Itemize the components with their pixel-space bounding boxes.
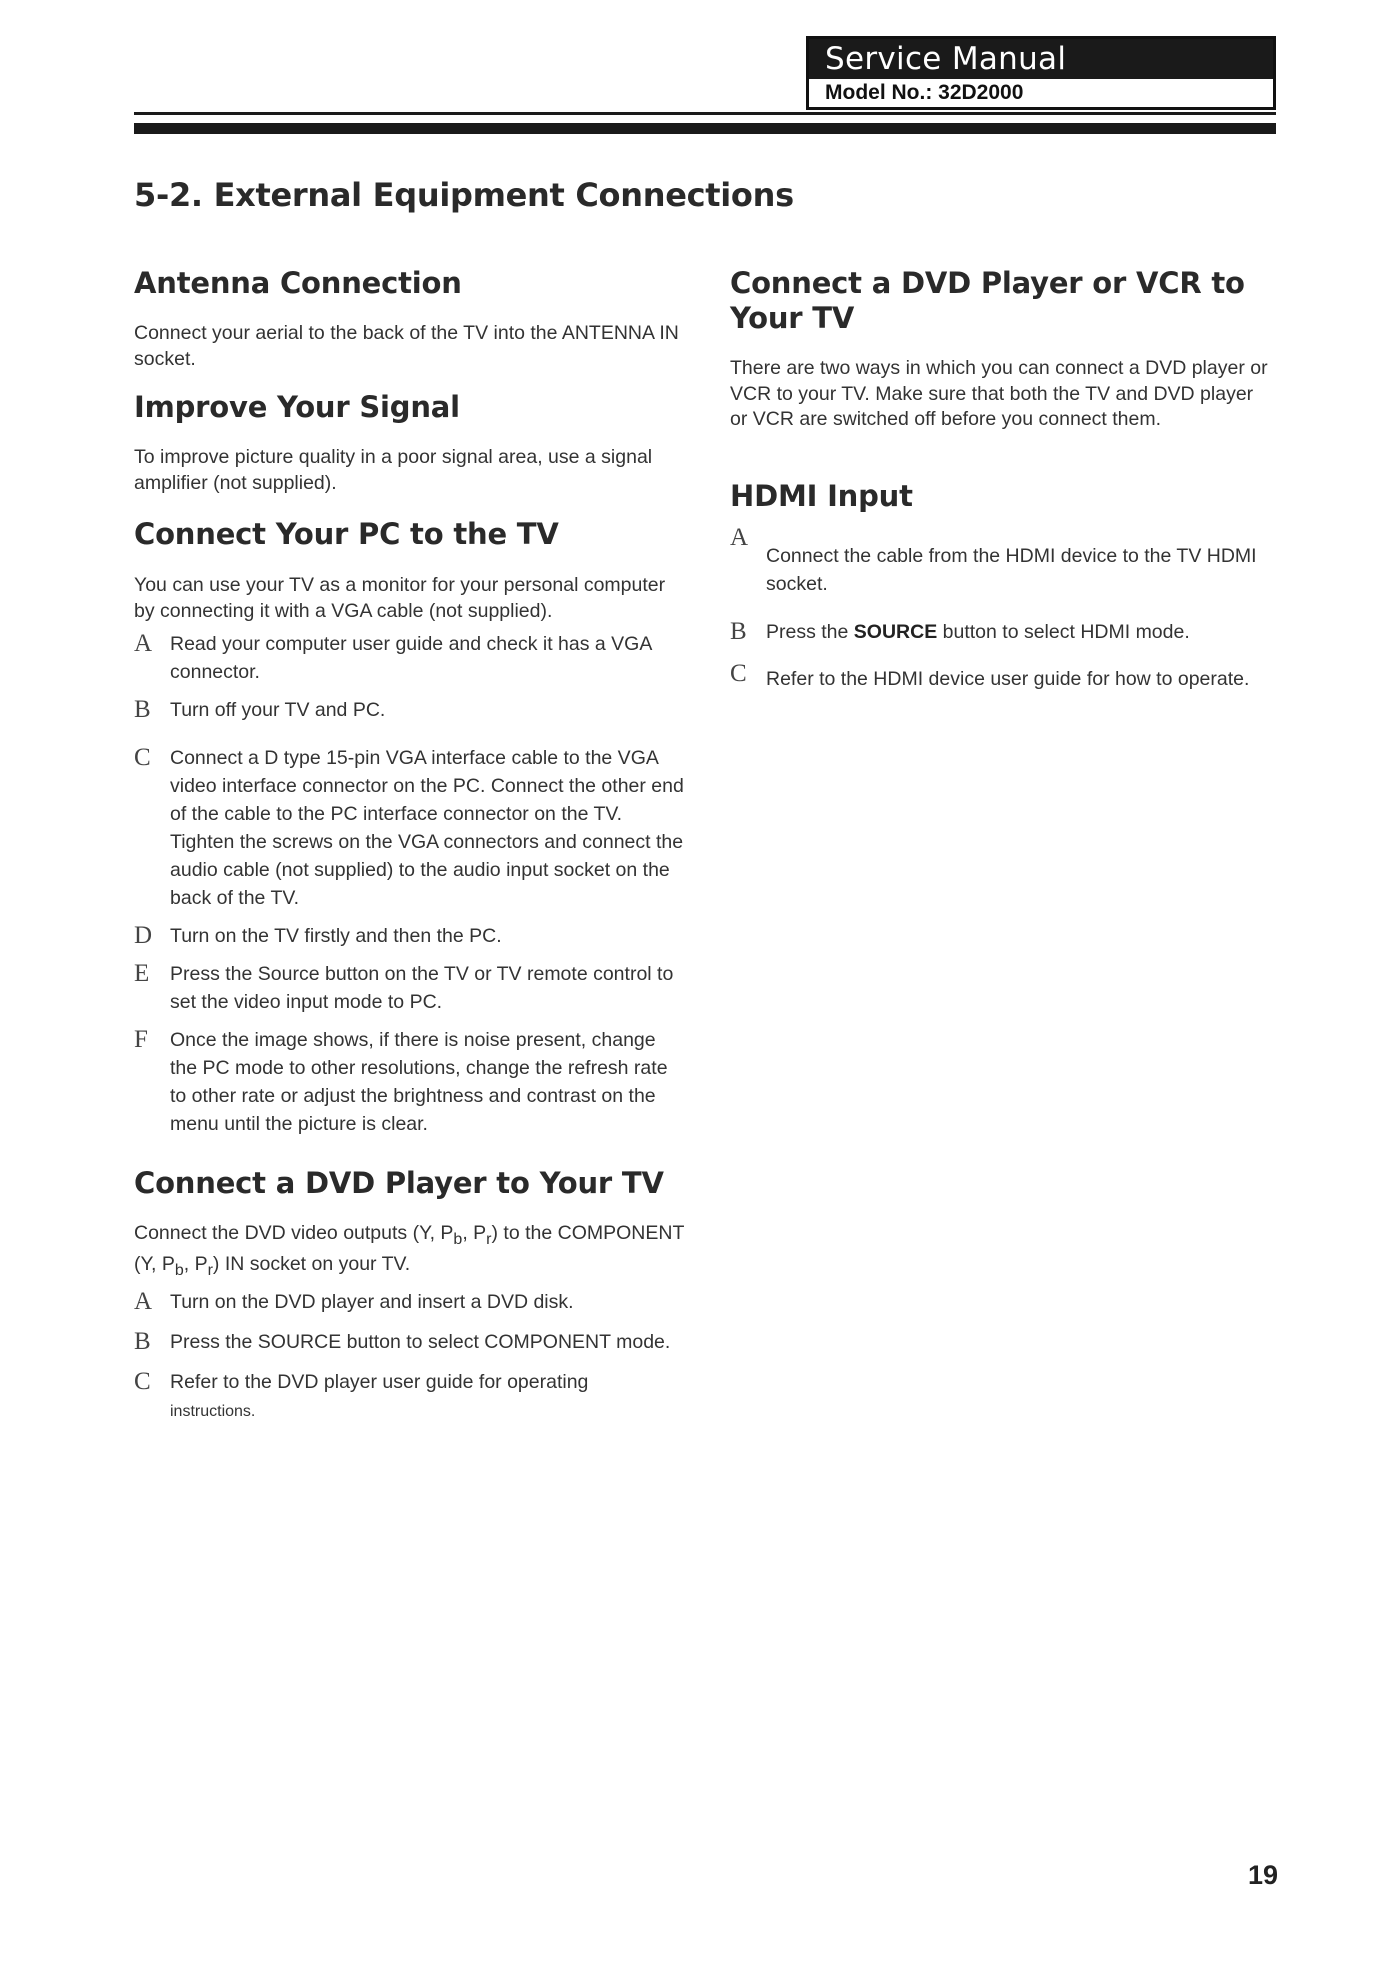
step-text: Connect the cable from the HDMI device to the TV HDMI socket. bbox=[766, 544, 1257, 595]
step-letter: E bbox=[134, 960, 150, 987]
header-rule-thick bbox=[134, 123, 1276, 134]
step-text: Connect a D type 15-pin VGA interface cable to the VGA video interface connector on the PC. Connect the other end of the cable to the PC interface connector on the TV. Tighten the screws on the VGA connectors and connect the audio cable (not supplied) to the audio input socket on the back of the TV. bbox=[170, 747, 684, 909]
header-title: Service Manual bbox=[809, 39, 1273, 79]
pc-step bbox=[134, 922, 684, 950]
dvd-step bbox=[134, 1368, 684, 1426]
hdmi-step bbox=[730, 618, 1270, 646]
step-letter: A bbox=[730, 523, 749, 551]
left-column bbox=[134, 266, 684, 1426]
antenna-text: Connect your aerial to the back of the TV into the ANTENNA IN socket. bbox=[134, 322, 679, 370]
step-letter: F bbox=[134, 1026, 148, 1053]
page-title: 5-2. External Equipment Connections bbox=[134, 176, 794, 214]
step-text: Refer to the DVD player user guide for operating bbox=[170, 1370, 589, 1393]
dvd-intro-part: ) IN socket on your TV. bbox=[212, 1253, 411, 1276]
subscript-r: r bbox=[207, 1262, 213, 1280]
antenna-section bbox=[134, 266, 684, 372]
step-text-small: instructions. bbox=[170, 1402, 256, 1420]
step-text: Press the Source button on the TV or TV remote control to set the video input mode to PC. bbox=[170, 963, 674, 1013]
step-letter: B bbox=[134, 1327, 151, 1355]
pc-intro: You can use your TV as a monitor for your personal computer by connecting it with a VGA cable (not supplied). bbox=[134, 574, 666, 622]
subscript-b: b bbox=[174, 1262, 184, 1280]
dvd-vcr-heading: Connect a DVD Player or VCR to Your TV bbox=[730, 266, 1245, 335]
hdmi-step bbox=[730, 660, 1270, 698]
step-letter: C bbox=[730, 659, 747, 687]
right-column bbox=[730, 266, 1270, 698]
step-letter: C bbox=[134, 744, 151, 771]
pc-heading: Connect Your PC to the TV bbox=[134, 517, 559, 551]
signal-section bbox=[134, 390, 684, 496]
step-text: Read your computer user guide and check it has a VGA connector. bbox=[170, 633, 652, 683]
step-text: Press the SOURCE button to select COMPONENT mode. bbox=[170, 1330, 671, 1353]
hdmi-step bbox=[730, 524, 1270, 598]
step-letter: B bbox=[730, 617, 747, 645]
dvd-section bbox=[134, 1166, 684, 1426]
step-text: Refer to the HDMI device user guide for how to operate. bbox=[766, 667, 1250, 690]
step-letter: B bbox=[134, 696, 151, 723]
step-text-post: button to select HDMI mode. bbox=[937, 620, 1190, 643]
step-letter: D bbox=[134, 922, 153, 949]
step-letter: A bbox=[134, 630, 153, 657]
dvd-intro-part: Connect the DVD video outputs (Y, P bbox=[134, 1222, 454, 1244]
pc-step bbox=[134, 960, 684, 1016]
step-letter: C bbox=[134, 1367, 151, 1395]
antenna-heading: Antenna Connection bbox=[134, 266, 462, 300]
pc-step bbox=[134, 630, 684, 686]
step-text: Turn off your TV and PC. bbox=[170, 699, 386, 721]
signal-heading: Improve Your Signal bbox=[134, 390, 460, 424]
model-number: Model No.: 32D2000 bbox=[825, 81, 1024, 104]
step-text: Turn on the TV firstly and then the PC. bbox=[170, 925, 502, 947]
step-letter: A bbox=[134, 1287, 153, 1315]
step-text-pre: Press the bbox=[766, 620, 854, 643]
pc-step bbox=[134, 1026, 684, 1138]
dvd-intro bbox=[134, 1221, 684, 1284]
dvd-intro-part: , P bbox=[183, 1253, 208, 1276]
pc-section bbox=[134, 517, 684, 1138]
step-text: Turn on the DVD player and insert a DVD disk. bbox=[170, 1290, 574, 1313]
subscript-r: r bbox=[486, 1230, 492, 1248]
dvd-intro-part: ) to the COMPONENT (Y, P bbox=[134, 1222, 685, 1276]
pc-step bbox=[134, 696, 684, 724]
dvd-vcr-section bbox=[730, 266, 1270, 433]
dvd-step bbox=[134, 1328, 684, 1356]
dvd-vcr-text: There are two ways in which you can connect a DVD player or VCR to your TV. Make sure that both the TV and DVD player or VCR are switched off before you connect them. bbox=[730, 357, 1268, 430]
step-text: Once the image shows, if there is noise present, change the PC mode to other resolutions, change the refresh rate to other rate or adjust the brightness and contrast on the menu until the picture is clear. bbox=[170, 1029, 668, 1135]
hdmi-heading: HDMI Input bbox=[730, 478, 913, 513]
header-rule-thin bbox=[134, 112, 1276, 115]
source-keyword: SOURCE bbox=[853, 620, 938, 643]
page-number: 19 bbox=[1248, 1860, 1279, 1890]
subscript-b: b bbox=[453, 1230, 463, 1248]
pc-step bbox=[134, 744, 684, 912]
header-box bbox=[806, 36, 1276, 110]
dvd-intro-part: , P bbox=[462, 1222, 487, 1244]
hdmi-section bbox=[730, 479, 1270, 698]
dvd-step bbox=[134, 1288, 684, 1316]
dvd-heading: Connect a DVD Player to Your TV bbox=[134, 1166, 664, 1200]
signal-text: To improve picture quality in a poor signal area, use a signal amplifier (not supplied). bbox=[134, 446, 653, 494]
